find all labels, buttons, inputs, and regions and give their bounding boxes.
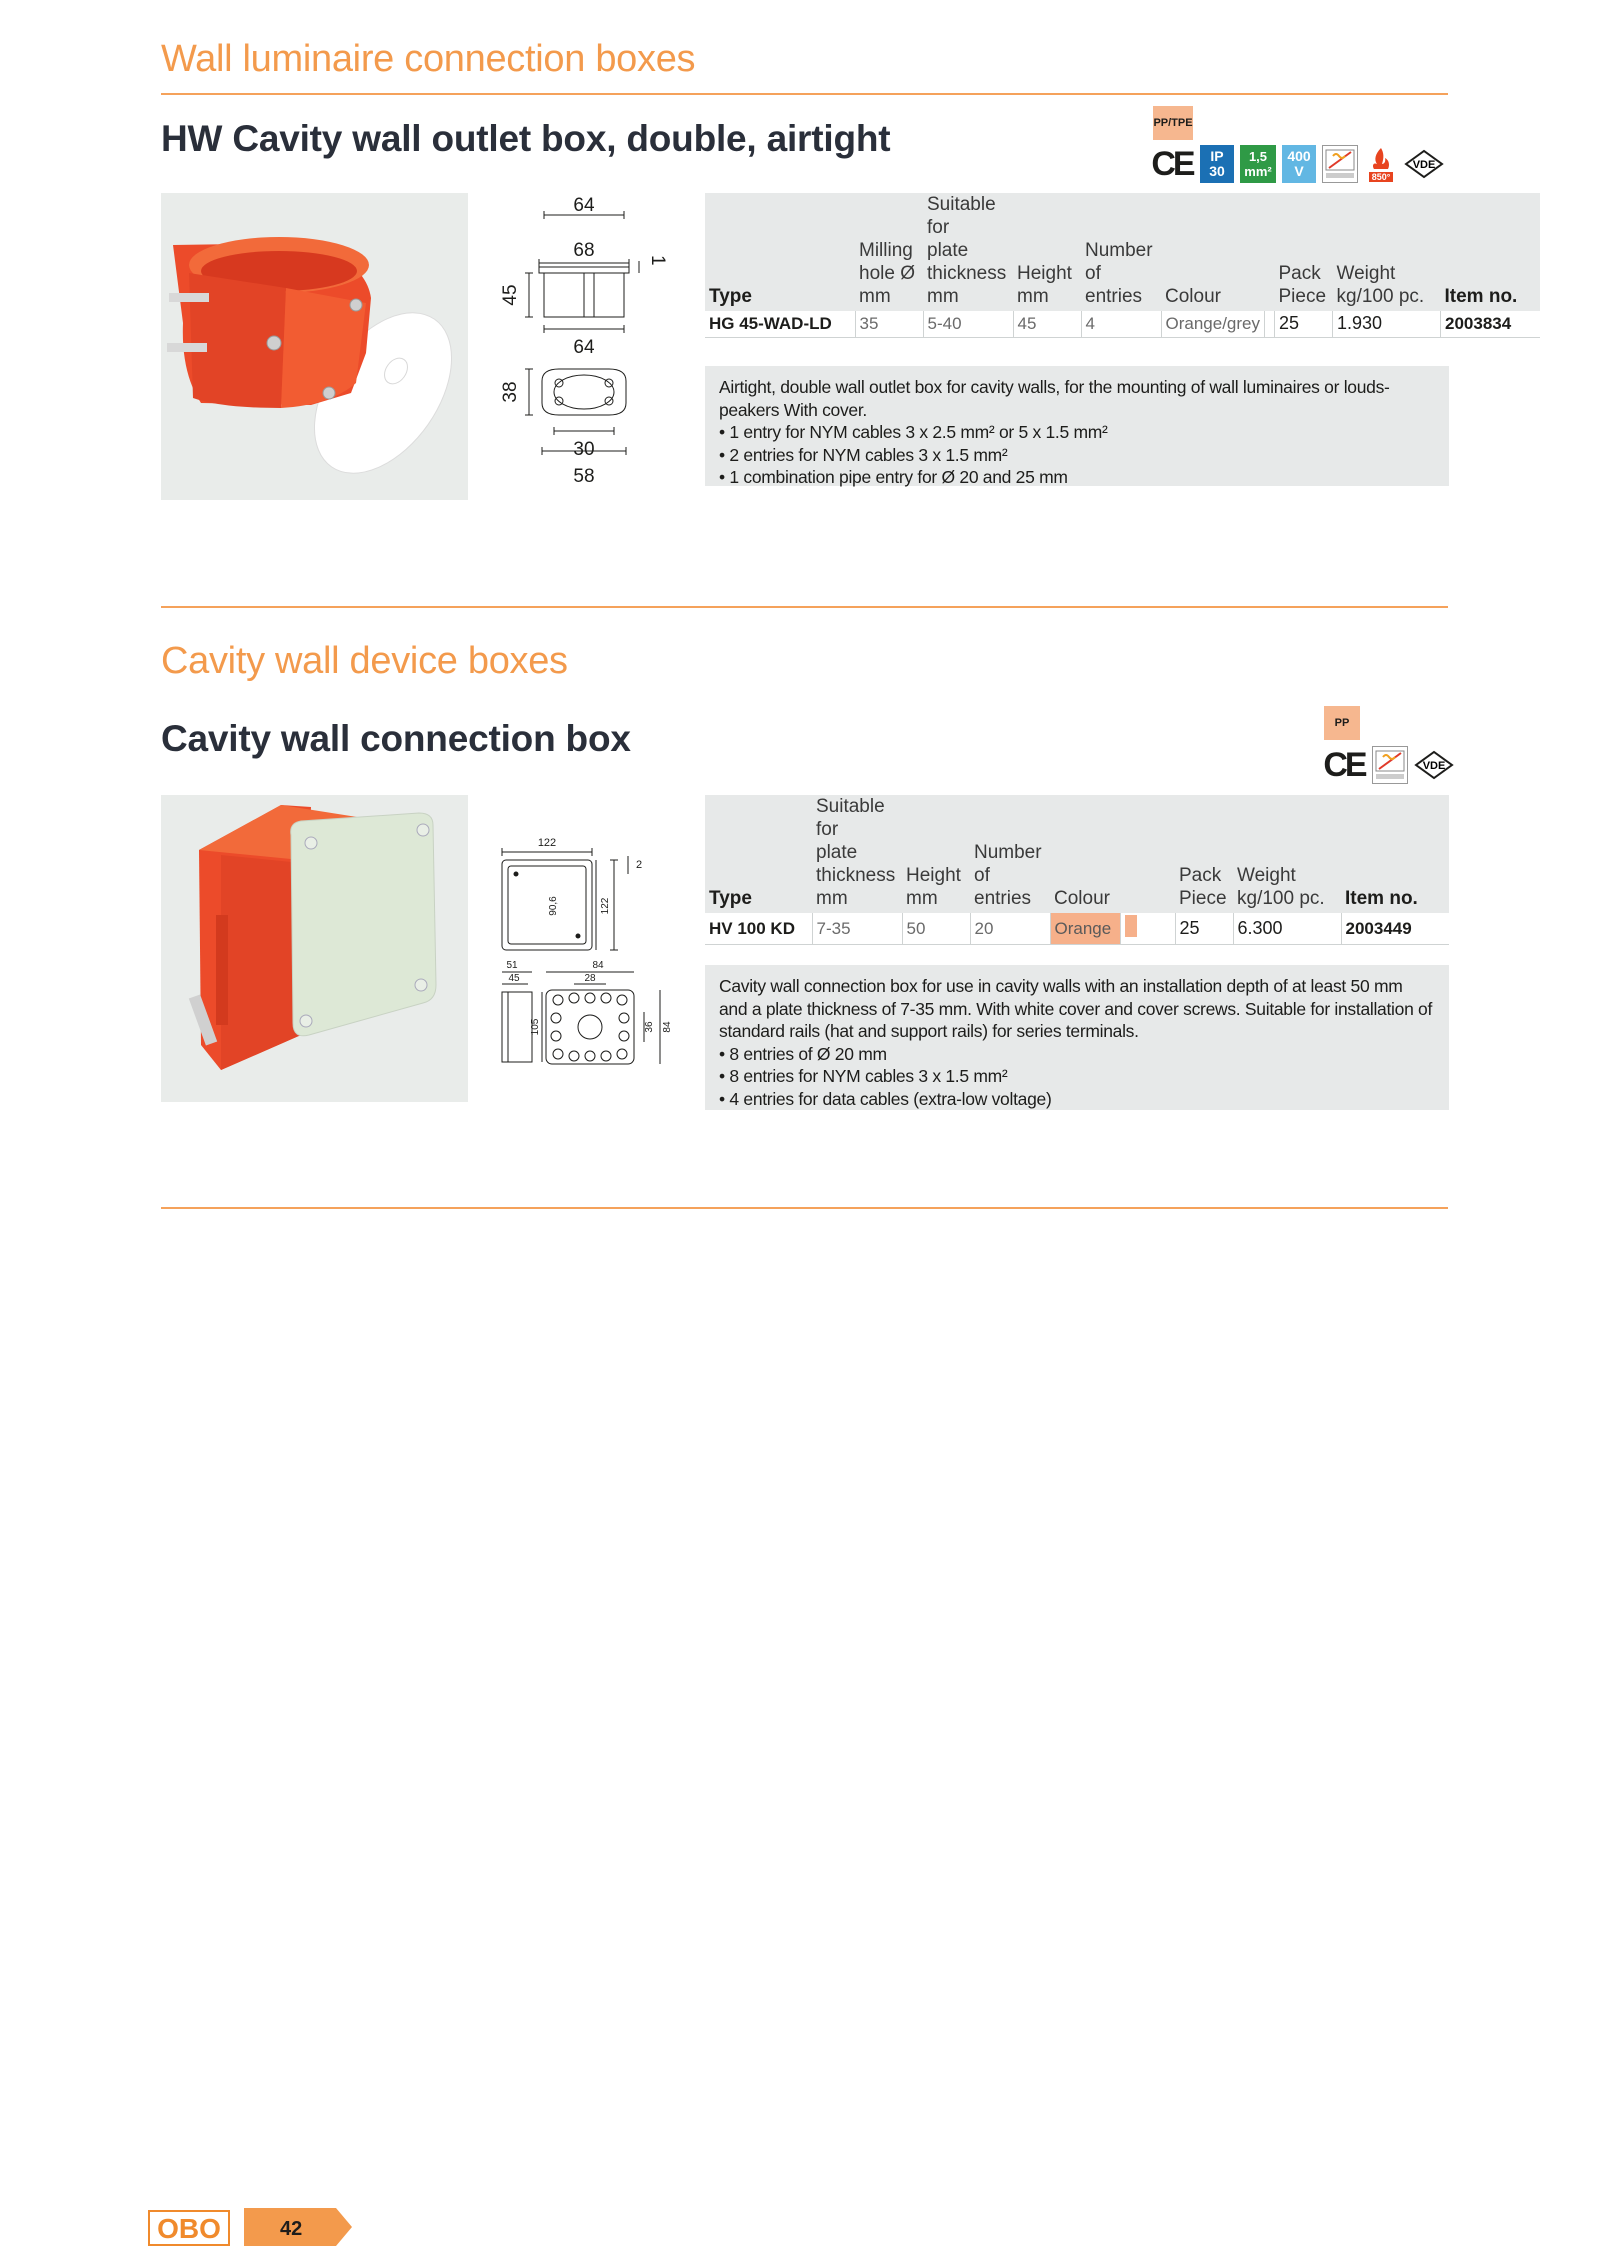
col-type: Type	[705, 795, 812, 913]
table-header-row	[705, 795, 1449, 913]
glow-wire-temp: 850°	[1369, 172, 1394, 182]
ip-rating-icon	[1200, 145, 1234, 183]
col-colour: Colour	[1161, 193, 1265, 311]
obo-logo-text: OBO	[157, 2213, 221, 2244]
dim-side: 122	[600, 897, 611, 915]
cell-plate: 7-35	[812, 913, 902, 945]
ip-label: IP	[1210, 148, 1224, 164]
dim-plan-outer: 58	[573, 466, 595, 487]
glow-wire-icon	[1372, 746, 1408, 784]
col-entries: Number of entries	[1081, 193, 1161, 311]
cell-weight: 1.930	[1333, 311, 1441, 337]
section-divider	[161, 93, 1448, 95]
technical-drawing-hw-box	[484, 193, 684, 503]
product-photo-connection-box	[161, 795, 468, 1102]
cell-type: HG 45-WAD-LD	[705, 311, 855, 337]
cell-colour: Orange	[1050, 913, 1120, 945]
dim-plan-inner: 30	[573, 439, 595, 460]
material-badge: PP	[1324, 706, 1360, 740]
col-item-no: Item no.	[1341, 795, 1449, 913]
col-spacer	[1265, 193, 1275, 311]
col-item-no: Item no.	[1441, 193, 1541, 311]
dim-84-side: 84	[662, 1021, 673, 1033]
col-spacer	[1120, 795, 1175, 913]
voltage-unit: V	[1294, 163, 1304, 179]
cell-spacer	[1120, 913, 1175, 945]
col-plate-thickness: Suitable for plate thickness mm	[812, 795, 902, 913]
section-divider	[161, 606, 1448, 608]
product-description-hw	[705, 366, 1449, 486]
voltage-value: 400	[1287, 148, 1311, 164]
col-entries: Number of entries	[970, 795, 1050, 913]
cell-pack: 25	[1175, 913, 1233, 945]
col-type: Type	[705, 193, 855, 311]
dim-84-top: 84	[592, 960, 604, 971]
technical-drawing-connection-box	[484, 832, 684, 1082]
cell-item-no: 2003449	[1341, 913, 1449, 945]
description-bullet: • 1 combination pipe entry for Ø 20 and 25 mm	[719, 467, 1068, 487]
col-height: Height mm	[1013, 193, 1081, 311]
vde-label: VDE	[1422, 760, 1446, 772]
section-title-device-boxes: Cavity wall device boxes	[161, 640, 568, 682]
dim-height: 45	[500, 284, 521, 306]
vde-icon	[1404, 145, 1444, 183]
col-weight: Weight kg/100 pc.	[1333, 193, 1441, 311]
col-height: Height mm	[902, 795, 970, 913]
dim-inner-width: 68	[573, 240, 595, 261]
dim-28: 28	[584, 973, 596, 984]
dim-lip: 2	[636, 859, 643, 871]
dim-45: 45	[508, 973, 520, 984]
description-text: Airtight, double wall outlet box for cavity walls, for the mounting of wall luminaires or loudspeakers With cover.	[719, 377, 1390, 420]
dim-plan-height: 38	[500, 381, 521, 403]
section-divider	[161, 1207, 1448, 1209]
description-bullet: • 1 entry for NYM cables 3 x 2.5 mm² or 5 x 1.5 mm²	[719, 422, 1108, 442]
cell-height: 45	[1013, 311, 1081, 337]
cell-plate: 5-40	[923, 311, 1013, 337]
table-row	[705, 913, 1449, 945]
dim-bottom-width: 64	[573, 337, 595, 358]
cable-size-icon	[1240, 145, 1276, 183]
cell-pack: 25	[1275, 311, 1333, 337]
cable-size-unit: mm²	[1244, 164, 1272, 179]
cell-type: HV 100 KD	[705, 913, 812, 945]
col-milling: Milling hole Ø mm	[855, 193, 923, 311]
description-bullet: • 2 entries for NYM cables 3 x 1.5 mm²	[719, 444, 1008, 465]
ip-value: 30	[1209, 163, 1225, 179]
cell-item-no: 2003834	[1441, 311, 1541, 337]
col-plate-thickness: Suitable for plate thickness mm	[923, 193, 1013, 311]
product-title-hw-outlet-box: HW Cavity wall outlet box, double, airtight	[161, 118, 891, 159]
glow-wire-icon	[1364, 145, 1398, 183]
dim-top-width: 64	[573, 195, 595, 216]
dim-top-width: 122	[537, 837, 557, 849]
cell-entries: 4	[1081, 311, 1161, 337]
col-weight: Weight kg/100 pc.	[1233, 795, 1341, 913]
col-pack: Pack Piece	[1175, 795, 1233, 913]
col-pack: Pack Piece	[1275, 193, 1333, 311]
dim-lip: 1	[647, 255, 668, 266]
material-badge: PP/TPE	[1153, 106, 1193, 140]
section-title-wall-luminaire: Wall luminaire connection boxes	[161, 38, 696, 80]
description-bullet: • 4 entries for data cables (extra-low voltage)	[719, 1088, 1052, 1109]
page-number: 42	[280, 2218, 303, 2240]
product-title-connection-box: Cavity wall connection box	[161, 718, 631, 759]
cell-spacer	[1265, 311, 1275, 337]
product-photo-hw-box	[161, 193, 468, 500]
cell-entries: 20	[970, 913, 1050, 945]
ce-icon: CE	[1323, 745, 1365, 784]
certification-icons	[1150, 145, 1444, 183]
cell-weight: 6.300	[1233, 913, 1341, 945]
vde-label: VDE	[1412, 159, 1436, 171]
col-colour: Colour	[1050, 795, 1120, 913]
page-number-tab	[244, 2208, 354, 2246]
product-description-hv	[705, 965, 1449, 1110]
cable-size-value: 1,5	[1248, 149, 1268, 164]
obo-logo	[148, 2210, 230, 2246]
description-bullet: • 8 entries of Ø 20 mm	[719, 1043, 887, 1064]
certification-icons	[1322, 746, 1454, 784]
voltage-icon	[1282, 145, 1316, 183]
dim-36: 36	[644, 1021, 655, 1033]
description-bullet: • 8 entries for NYM cables 3 x 1.5 mm²	[719, 1066, 1008, 1086]
ce-icon: CE	[1151, 144, 1193, 183]
flame-test-icon	[1322, 145, 1358, 183]
spec-table-hw	[705, 193, 1540, 338]
vde-icon	[1414, 746, 1454, 784]
dim-105: 105	[530, 1018, 541, 1036]
spec-table-hv	[705, 795, 1449, 945]
dim-51: 51	[506, 960, 518, 971]
cell-colour: Orange/grey	[1161, 311, 1265, 337]
cell-milling: 35	[855, 311, 923, 337]
cell-height: 50	[902, 913, 970, 945]
description-text: Cavity wall connection box for use in cavity walls with an installation depth of at least 50 mm and a plate thickness of 7-35 mm. With white cover and cover screws. Suitable for installation of standard rails (hat and support rails) for series terminals.	[719, 976, 1433, 1041]
table-row	[705, 311, 1540, 337]
table-header-row	[705, 193, 1540, 311]
dim-inner: 90,6	[548, 896, 559, 916]
